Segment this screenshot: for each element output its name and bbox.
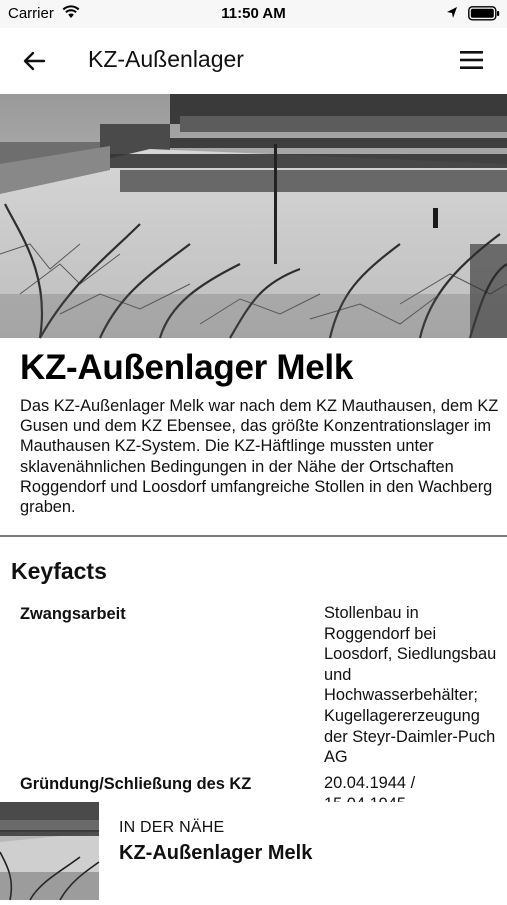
battery-icon	[468, 6, 500, 26]
status-bar	[0, 0, 507, 28]
keyfacts-table	[0, 603, 507, 803]
nearby-place-name[interactable]: KZ-Außenlager Melk	[119, 842, 313, 864]
place-description: Das KZ-Außenlager Melk war nach dem KZ Mauthausen, dem KZ Gusen und dem KZ Ebensee, das größte Konzentrationslager im Mauthausen KZ-System. Die KZ-Häftlinge mussten unter sklavenähnlichen Bedingungen in der Nähe der Ortschaften Roggendorf und Loosdorf umfangreiche Stollen in den Wachberg graben.	[20, 397, 499, 517]
nearby-card[interactable]	[0, 802, 507, 900]
place-title: KZ-Außenlager Melk	[20, 348, 353, 387]
hero-photo	[0, 94, 507, 338]
carrier-label: Carrier	[8, 5, 54, 22]
fact-label: Zwangsarbeit	[20, 605, 126, 623]
location-arrow-icon	[446, 6, 458, 25]
nearby-thumbnail[interactable]	[0, 802, 99, 900]
keyfacts-heading: Keyfacts	[11, 558, 107, 584]
page-title: KZ-Außenlager	[88, 46, 244, 72]
arrow-left-icon[interactable]	[20, 46, 50, 76]
clock-label: 11:50 AM	[221, 5, 286, 22]
section-divider	[0, 535, 507, 537]
fact-label: Gründung/Schließung des KZ	[20, 775, 252, 793]
nearby-kicker: IN DER NÄHE	[119, 819, 225, 836]
fact-value: 20.04.1944 /	[324, 774, 416, 792]
navigation-bar	[0, 28, 507, 94]
fact-value: Stollenbau in Roggendorf bei Loosdorf, Siedlungsbau und Hochwasserbehälter; Kugellagererzeugung der Steyr-Daimler-Puch AG	[324, 604, 497, 767]
hamburger-menu-icon[interactable]	[458, 48, 486, 72]
